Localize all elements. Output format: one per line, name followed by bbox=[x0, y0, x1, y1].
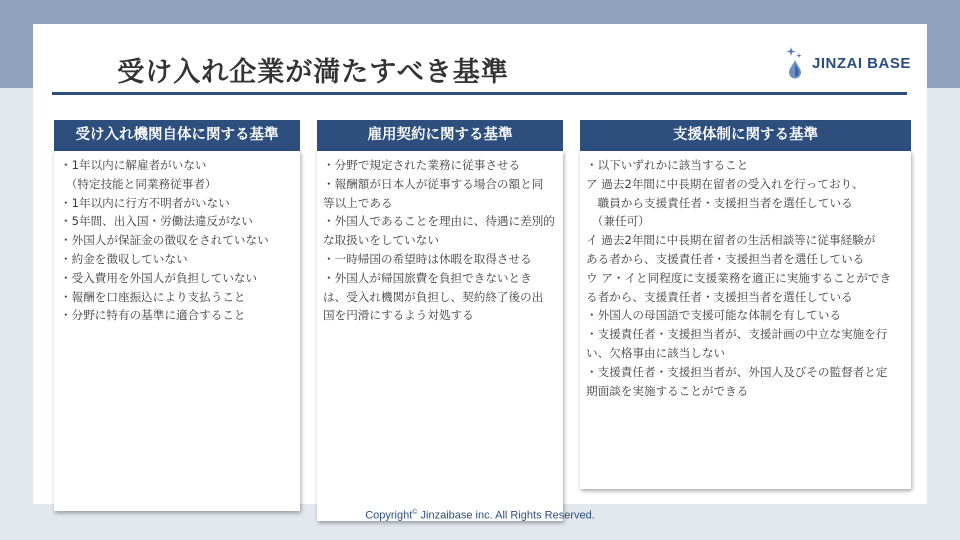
list-item: ・外国人が帰国旅費を負担できないとき bbox=[323, 270, 532, 285]
list-item: ・1年以内に行方不明者がいない bbox=[60, 195, 230, 210]
list-item: （特定技能と同業務従事者） bbox=[60, 176, 217, 191]
column-heading: 雇用契約に関する基準 bbox=[317, 120, 563, 151]
list-item: ・報酬額が日本人が従事する場合の額と同 bbox=[323, 176, 544, 191]
list-item: ・支援責任者・支援担当者が、支援計画の中立な実施を行 bbox=[586, 327, 888, 342]
list-item: 期面談を実施することができる bbox=[586, 383, 749, 398]
list-item: ・以下いずれかに該当すること bbox=[586, 158, 749, 172]
column-heading: 受け入れ機関自体に関する基準 bbox=[54, 120, 300, 151]
list-item: な取扱いをしていない bbox=[323, 233, 439, 248]
column-heading: 支援体制に関する基準 bbox=[580, 120, 911, 151]
list-item: ・一時帰国の希望時は休暇を取得させる bbox=[323, 251, 532, 266]
copyright-footer bbox=[0, 509, 960, 522]
list-item: は、受入れ機関が負担し、契約終了後の出 bbox=[323, 289, 544, 304]
column-body bbox=[54, 151, 300, 511]
list-item: ・外国人であることを理由に、待遇に差別的 bbox=[323, 214, 555, 229]
list-item: ウ ア・イと同程度に支援業務を適正に実施することができ bbox=[586, 270, 892, 285]
column-body bbox=[580, 151, 911, 489]
criteria-column-support bbox=[580, 120, 911, 489]
copyright-rest: Jinzaibase inc. All Rights Reserved. bbox=[417, 509, 595, 522]
list-item: ・5年間、出入国・労働法違反がない bbox=[60, 214, 253, 229]
list-item: ・受入費用を外国人が負担していない bbox=[60, 270, 258, 285]
list-item: （兼任可） bbox=[586, 214, 650, 229]
copyright-word: Copyright bbox=[365, 509, 413, 522]
logo bbox=[786, 46, 911, 80]
list-item: ある者から、支援責任者・支援担当者を選任している bbox=[586, 251, 865, 266]
copyright-mark: © bbox=[412, 509, 418, 516]
list-item: ア 過去2年間に中長期在留者の受入れを行っており、 bbox=[586, 176, 864, 191]
list-item: い、欠格事由に該当しない bbox=[586, 345, 726, 360]
list-item: る者から、支援責任者・支援担当者を選任している bbox=[586, 289, 853, 304]
list-item: ・約金を徴収していない bbox=[60, 251, 188, 266]
sparkle-drop-icon bbox=[786, 46, 804, 80]
slide bbox=[33, 24, 927, 504]
criteria-column-employment bbox=[317, 120, 563, 521]
list-item: ・1年以内に解雇者がいない bbox=[60, 158, 207, 172]
title-divider bbox=[52, 92, 907, 95]
list-item: 国を円滑にするよう対処する bbox=[323, 308, 474, 323]
list-item: ・支援責任者・支援担当者が、外国人及びその監督者と定 bbox=[586, 364, 888, 379]
list-item: ・分野に特有の基準に適合すること bbox=[60, 308, 246, 323]
list-item: ・報酬を口座振込により支払うこと bbox=[60, 289, 246, 304]
slide-title: 受け入れ企業が満たすべき基準 bbox=[117, 57, 509, 88]
column-body bbox=[317, 151, 563, 521]
list-item: 等以上である bbox=[323, 195, 393, 210]
logo-text: JINZAI BASE bbox=[812, 54, 911, 72]
list-item: ・外国人が保証金の徴収をされていない bbox=[60, 233, 269, 248]
list-item: 職員から支援責任者・支援担当者を選任している bbox=[586, 195, 853, 210]
list-item: イ 過去2年間に中長期在留者の生活相談等に従事経験が bbox=[586, 233, 876, 248]
list-item: ・分野で規定された業務に従事させる bbox=[323, 158, 521, 172]
criteria-column-organization bbox=[54, 120, 300, 511]
list-item: ・外国人の母国語で支援可能な体制を有している bbox=[586, 308, 842, 323]
